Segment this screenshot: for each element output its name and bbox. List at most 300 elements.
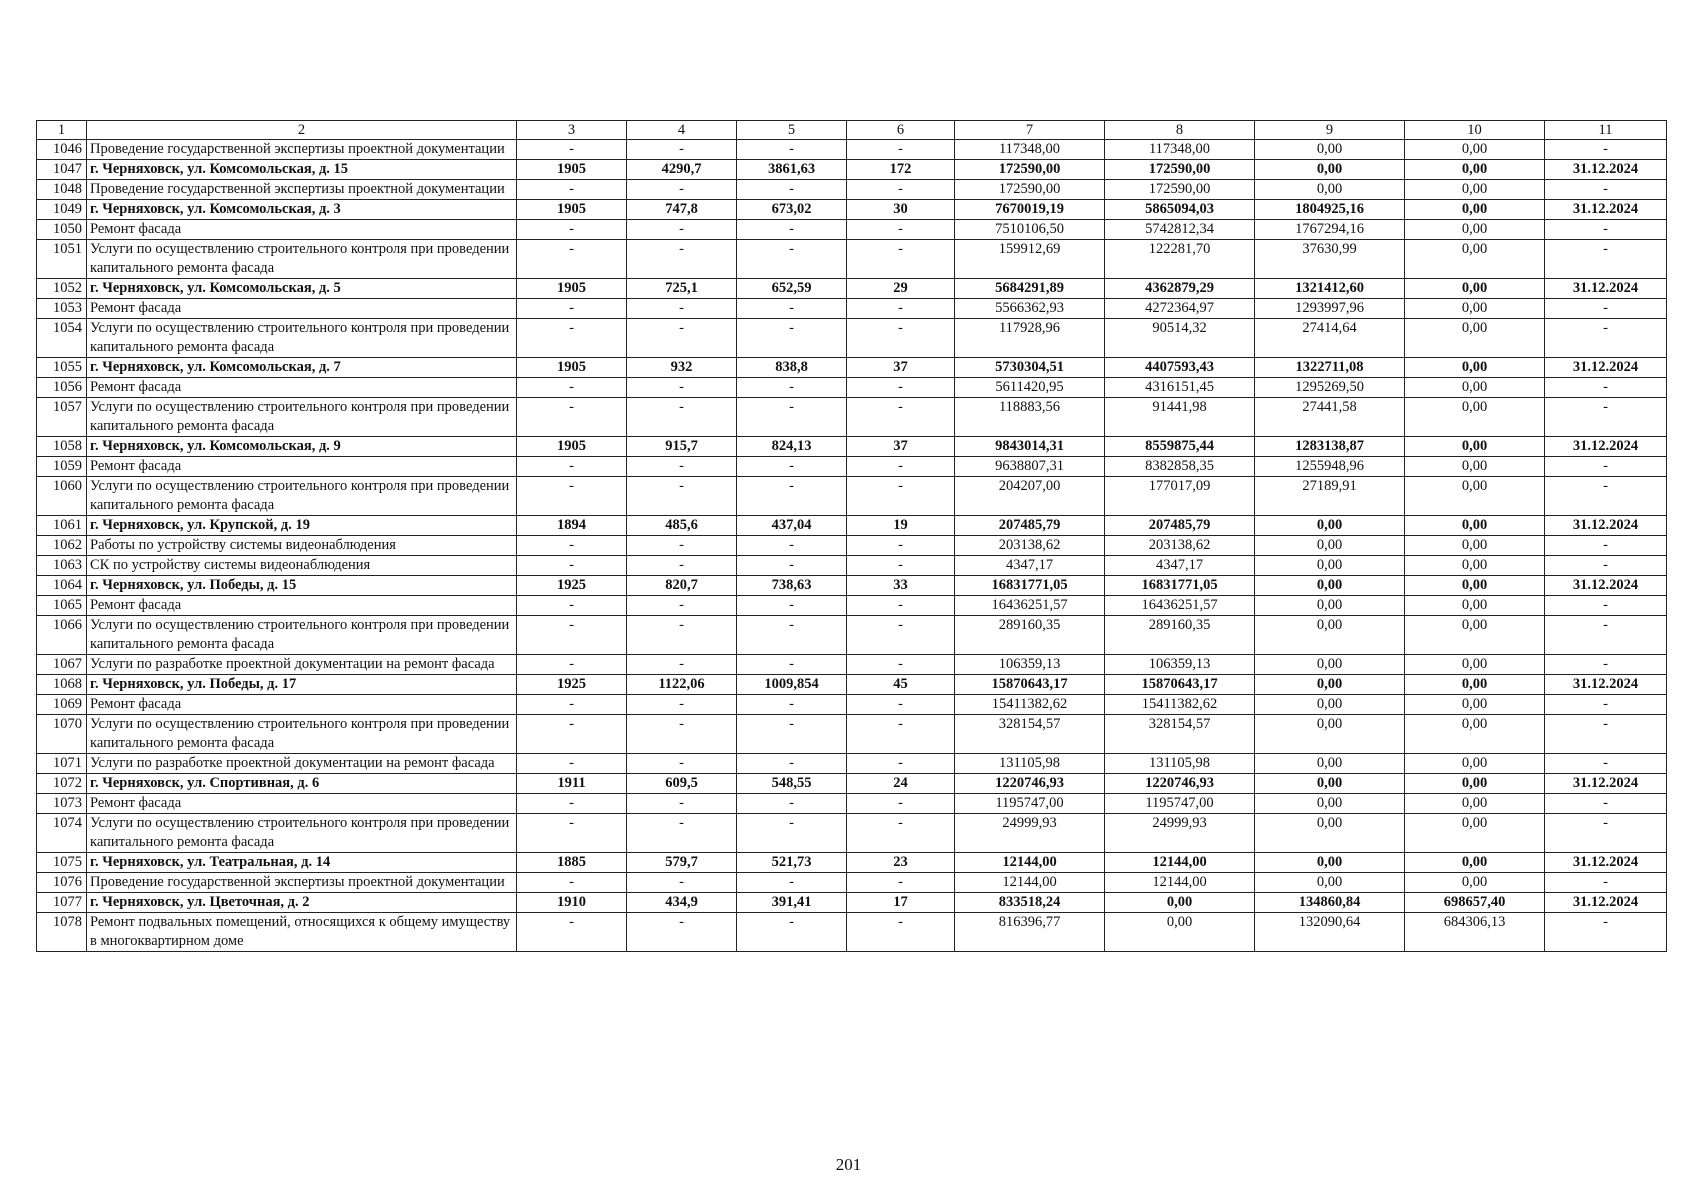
- row-number-cell: 1054: [37, 319, 87, 358]
- total-cost-cell: 7670019,19: [955, 200, 1105, 220]
- row-number-cell: 1068: [37, 675, 87, 695]
- fund-cost-cell: 5742812,34: [1105, 220, 1255, 240]
- fund-cost-cell: 328154,57: [1105, 715, 1255, 754]
- total-cost-cell: 117348,00: [955, 140, 1105, 160]
- residents-cell: -: [847, 913, 955, 952]
- living-area-cell: -: [737, 378, 847, 398]
- owners-cost-cell: 0,00: [1255, 814, 1405, 853]
- header-cell: 2: [87, 121, 517, 140]
- owners-cost-cell: 0,00: [1255, 180, 1405, 200]
- description-cell: Услуги по осуществлению строительного контроля при проведении капитального ремонта фасада: [87, 616, 517, 655]
- description-cell: Ремонт фасада: [87, 596, 517, 616]
- description-cell: Проведение государственной экспертизы проектной документации: [87, 873, 517, 893]
- owners-cost-cell: 134860,84: [1255, 893, 1405, 913]
- total-cost-cell: 4347,17: [955, 556, 1105, 576]
- living-area-cell: 652,59: [737, 279, 847, 299]
- fund-cost-cell: 203138,62: [1105, 536, 1255, 556]
- other-cost-cell: 698657,40: [1405, 893, 1545, 913]
- other-cost-cell: 0,00: [1405, 794, 1545, 814]
- residents-cell: 37: [847, 358, 955, 378]
- row-number-cell: 1052: [37, 279, 87, 299]
- completion-date-cell: -: [1545, 596, 1667, 616]
- work-row: [37, 596, 1667, 616]
- description-cell: Проведение государственной экспертизы проектной документации: [87, 180, 517, 200]
- header-cell: 4: [627, 121, 737, 140]
- residents-cell: -: [847, 655, 955, 675]
- residents-cell: 45: [847, 675, 955, 695]
- completion-date-cell: 31.12.2024: [1545, 358, 1667, 378]
- total-cost-cell: 118883,56: [955, 398, 1105, 437]
- completion-date-cell: -: [1545, 616, 1667, 655]
- fund-cost-cell: 8382858,35: [1105, 457, 1255, 477]
- fund-cost-cell: 4272364,97: [1105, 299, 1255, 319]
- completion-date-cell: -: [1545, 140, 1667, 160]
- work-row: [37, 695, 1667, 715]
- total-cost-cell: 12144,00: [955, 873, 1105, 893]
- header-cell: 9: [1255, 121, 1405, 140]
- residents-cell: -: [847, 536, 955, 556]
- header-cell: 5: [737, 121, 847, 140]
- total-area-cell: -: [627, 477, 737, 516]
- total-cost-cell: 816396,77: [955, 913, 1105, 952]
- living-area-cell: 824,13: [737, 437, 847, 457]
- residents-cell: -: [847, 715, 955, 754]
- row-number-cell: 1078: [37, 913, 87, 952]
- owners-cost-cell: 37630,99: [1255, 240, 1405, 279]
- total-cost-cell: 328154,57: [955, 715, 1105, 754]
- fund-cost-cell: 16831771,05: [1105, 576, 1255, 596]
- living-area-cell: -: [737, 398, 847, 437]
- other-cost-cell: 0,00: [1405, 715, 1545, 754]
- year-cell: -: [517, 457, 627, 477]
- work-row: [37, 913, 1667, 952]
- completion-date-cell: -: [1545, 180, 1667, 200]
- row-number-cell: 1071: [37, 754, 87, 774]
- total-area-cell: 725,1: [627, 279, 737, 299]
- other-cost-cell: 0,00: [1405, 873, 1545, 893]
- owners-cost-cell: 0,00: [1255, 774, 1405, 794]
- row-number-cell: 1048: [37, 180, 87, 200]
- other-cost-cell: 0,00: [1405, 160, 1545, 180]
- owners-cost-cell: 1767294,16: [1255, 220, 1405, 240]
- address-row: [37, 437, 1667, 457]
- owners-cost-cell: 1255948,96: [1255, 457, 1405, 477]
- total-cost-cell: 16436251,57: [955, 596, 1105, 616]
- address-row: [37, 516, 1667, 536]
- description-cell: Ремонт фасада: [87, 299, 517, 319]
- living-area-cell: -: [737, 477, 847, 516]
- year-cell: -: [517, 398, 627, 437]
- living-area-cell: -: [737, 754, 847, 774]
- total-area-cell: -: [627, 220, 737, 240]
- address-row: [37, 774, 1667, 794]
- description-cell: г. Черняховск, ул. Комсомольская, д. 9: [87, 437, 517, 457]
- owners-cost-cell: 27189,91: [1255, 477, 1405, 516]
- residents-cell: -: [847, 398, 955, 437]
- description-cell: Услуги по осуществлению строительного контроля при проведении капитального ремонта фасада: [87, 477, 517, 516]
- living-area-cell: -: [737, 695, 847, 715]
- owners-cost-cell: 0,00: [1255, 616, 1405, 655]
- work-row: [37, 477, 1667, 516]
- year-cell: 1894: [517, 516, 627, 536]
- description-cell: Услуги по разработке проектной документации на ремонт фасада: [87, 655, 517, 675]
- living-area-cell: 673,02: [737, 200, 847, 220]
- living-area-cell: -: [737, 814, 847, 853]
- row-number-cell: 1073: [37, 794, 87, 814]
- fund-cost-cell: 131105,98: [1105, 754, 1255, 774]
- total-cost-cell: 131105,98: [955, 754, 1105, 774]
- description-cell: г. Черняховск, ул. Комсомольская, д. 15: [87, 160, 517, 180]
- owners-cost-cell: 0,00: [1255, 536, 1405, 556]
- completion-date-cell: -: [1545, 814, 1667, 853]
- total-cost-cell: 5730304,51: [955, 358, 1105, 378]
- description-cell: Ремонт подвальных помещений, относящихся к общему имуществу в многоквартирном доме: [87, 913, 517, 952]
- completion-date-cell: 31.12.2024: [1545, 774, 1667, 794]
- description-cell: Ремонт фасада: [87, 457, 517, 477]
- fund-cost-cell: 15870643,17: [1105, 675, 1255, 695]
- fund-cost-cell: 172590,00: [1105, 180, 1255, 200]
- total-area-cell: 609,5: [627, 774, 737, 794]
- residents-cell: -: [847, 240, 955, 279]
- year-cell: 1905: [517, 160, 627, 180]
- owners-cost-cell: 1804925,16: [1255, 200, 1405, 220]
- total-cost-cell: 204207,00: [955, 477, 1105, 516]
- other-cost-cell: 0,00: [1405, 279, 1545, 299]
- row-number-cell: 1046: [37, 140, 87, 160]
- fund-cost-cell: 0,00: [1105, 913, 1255, 952]
- address-row: [37, 576, 1667, 596]
- year-cell: -: [517, 913, 627, 952]
- work-row: [37, 319, 1667, 358]
- total-cost-cell: 207485,79: [955, 516, 1105, 536]
- owners-cost-cell: 0,00: [1255, 556, 1405, 576]
- total-cost-cell: 1220746,93: [955, 774, 1105, 794]
- fund-cost-cell: 90514,32: [1105, 319, 1255, 358]
- residents-cell: -: [847, 457, 955, 477]
- other-cost-cell: 0,00: [1405, 437, 1545, 457]
- total-area-cell: -: [627, 299, 737, 319]
- completion-date-cell: -: [1545, 477, 1667, 516]
- work-row: [37, 378, 1667, 398]
- year-cell: -: [517, 715, 627, 754]
- fund-cost-cell: 1220746,93: [1105, 774, 1255, 794]
- description-cell: Услуги по осуществлению строительного контроля при проведении капитального ремонта фасада: [87, 814, 517, 853]
- residents-cell: -: [847, 873, 955, 893]
- total-area-cell: -: [627, 814, 737, 853]
- description-cell: Услуги по осуществлению строительного контроля при проведении капитального ремонта фасада: [87, 398, 517, 437]
- work-row: [37, 536, 1667, 556]
- other-cost-cell: 0,00: [1405, 576, 1545, 596]
- total-cost-cell: 5684291,89: [955, 279, 1105, 299]
- completion-date-cell: -: [1545, 556, 1667, 576]
- row-number-cell: 1058: [37, 437, 87, 457]
- completion-date-cell: 31.12.2024: [1545, 516, 1667, 536]
- year-cell: 1905: [517, 279, 627, 299]
- other-cost-cell: 0,00: [1405, 853, 1545, 873]
- total-cost-cell: 172590,00: [955, 160, 1105, 180]
- row-number-cell: 1053: [37, 299, 87, 319]
- other-cost-cell: 0,00: [1405, 240, 1545, 279]
- total-cost-cell: 7510106,50: [955, 220, 1105, 240]
- total-cost-cell: 9843014,31: [955, 437, 1105, 457]
- living-area-cell: -: [737, 655, 847, 675]
- total-area-cell: -: [627, 695, 737, 715]
- owners-cost-cell: 0,00: [1255, 853, 1405, 873]
- completion-date-cell: 31.12.2024: [1545, 279, 1667, 299]
- total-area-cell: -: [627, 616, 737, 655]
- living-area-cell: 437,04: [737, 516, 847, 536]
- total-area-cell: 932: [627, 358, 737, 378]
- completion-date-cell: -: [1545, 754, 1667, 774]
- row-number-cell: 1056: [37, 378, 87, 398]
- total-area-cell: -: [627, 556, 737, 576]
- fund-cost-cell: 122281,70: [1105, 240, 1255, 279]
- other-cost-cell: 0,00: [1405, 814, 1545, 853]
- fund-cost-cell: 4362879,29: [1105, 279, 1255, 299]
- year-cell: -: [517, 180, 627, 200]
- completion-date-cell: -: [1545, 715, 1667, 754]
- completion-date-cell: 31.12.2024: [1545, 576, 1667, 596]
- address-row: [37, 893, 1667, 913]
- other-cost-cell: 0,00: [1405, 398, 1545, 437]
- year-cell: 1910: [517, 893, 627, 913]
- other-cost-cell: 0,00: [1405, 378, 1545, 398]
- description-cell: Услуги по осуществлению строительного контроля при проведении капитального ремонта фасада: [87, 240, 517, 279]
- fund-cost-cell: 5865094,03: [1105, 200, 1255, 220]
- page-number: 201: [835, 1155, 862, 1174]
- living-area-cell: -: [737, 140, 847, 160]
- residents-cell: 19: [847, 516, 955, 536]
- total-area-cell: -: [627, 754, 737, 774]
- living-area-cell: 1009,854: [737, 675, 847, 695]
- description-cell: г. Черняховск, ул. Цветочная, д. 2: [87, 893, 517, 913]
- year-cell: 1925: [517, 576, 627, 596]
- total-cost-cell: 106359,13: [955, 655, 1105, 675]
- owners-cost-cell: 0,00: [1255, 160, 1405, 180]
- address-row: [37, 853, 1667, 873]
- completion-date-cell: -: [1545, 378, 1667, 398]
- fund-cost-cell: 91441,98: [1105, 398, 1255, 437]
- fund-cost-cell: 172590,00: [1105, 160, 1255, 180]
- year-cell: 1911: [517, 774, 627, 794]
- year-cell: -: [517, 536, 627, 556]
- description-cell: Услуги по разработке проектной документации на ремонт фасада: [87, 754, 517, 774]
- row-number-cell: 1066: [37, 616, 87, 655]
- year-cell: -: [517, 596, 627, 616]
- living-area-cell: -: [737, 715, 847, 754]
- living-area-cell: -: [737, 240, 847, 279]
- completion-date-cell: -: [1545, 220, 1667, 240]
- residents-cell: -: [847, 140, 955, 160]
- total-cost-cell: 16831771,05: [955, 576, 1105, 596]
- residents-cell: -: [847, 556, 955, 576]
- living-area-cell: -: [737, 596, 847, 616]
- living-area-cell: 738,63: [737, 576, 847, 596]
- completion-date-cell: -: [1545, 319, 1667, 358]
- year-cell: -: [517, 754, 627, 774]
- total-area-cell: -: [627, 240, 737, 279]
- total-cost-cell: 172590,00: [955, 180, 1105, 200]
- total-area-cell: -: [627, 398, 737, 437]
- residents-cell: -: [847, 378, 955, 398]
- fund-cost-cell: 4316151,45: [1105, 378, 1255, 398]
- completion-date-cell: 31.12.2024: [1545, 893, 1667, 913]
- row-number-cell: 1055: [37, 358, 87, 378]
- total-area-cell: 747,8: [627, 200, 737, 220]
- fund-cost-cell: 117348,00: [1105, 140, 1255, 160]
- description-cell: Услуги по осуществлению строительного контроля при проведении капитального ремонта фасада: [87, 319, 517, 358]
- description-cell: Услуги по осуществлению строительного контроля при проведении капитального ремонта фасада: [87, 715, 517, 754]
- year-cell: -: [517, 477, 627, 516]
- living-area-cell: 838,8: [737, 358, 847, 378]
- other-cost-cell: 0,00: [1405, 180, 1545, 200]
- total-area-cell: 579,7: [627, 853, 737, 873]
- year-cell: -: [517, 873, 627, 893]
- residents-cell: 37: [847, 437, 955, 457]
- living-area-cell: -: [737, 220, 847, 240]
- residents-cell: 17: [847, 893, 955, 913]
- address-row: [37, 279, 1667, 299]
- owners-cost-cell: 0,00: [1255, 675, 1405, 695]
- row-number-cell: 1070: [37, 715, 87, 754]
- year-cell: -: [517, 556, 627, 576]
- total-area-cell: -: [627, 536, 737, 556]
- owners-cost-cell: 1322711,08: [1255, 358, 1405, 378]
- fund-cost-cell: 4347,17: [1105, 556, 1255, 576]
- fund-cost-cell: 4407593,43: [1105, 358, 1255, 378]
- other-cost-cell: 0,00: [1405, 655, 1545, 675]
- address-row: [37, 675, 1667, 695]
- table-body: [37, 121, 1667, 952]
- work-row: [37, 556, 1667, 576]
- living-area-cell: -: [737, 536, 847, 556]
- living-area-cell: -: [737, 873, 847, 893]
- completion-date-cell: -: [1545, 299, 1667, 319]
- row-number-cell: 1059: [37, 457, 87, 477]
- work-row: [37, 616, 1667, 655]
- total-area-cell: 1122,06: [627, 675, 737, 695]
- work-row: [37, 715, 1667, 754]
- total-cost-cell: 15870643,17: [955, 675, 1105, 695]
- total-area-cell: -: [627, 140, 737, 160]
- description-cell: г. Черняховск, ул. Крупской, д. 19: [87, 516, 517, 536]
- other-cost-cell: 0,00: [1405, 516, 1545, 536]
- total-area-cell: -: [627, 319, 737, 358]
- year-cell: 1905: [517, 358, 627, 378]
- other-cost-cell: 0,00: [1405, 200, 1545, 220]
- living-area-cell: -: [737, 457, 847, 477]
- total-cost-cell: 117928,96: [955, 319, 1105, 358]
- work-row: [37, 754, 1667, 774]
- header-cell: 6: [847, 121, 955, 140]
- row-number-cell: 1060: [37, 477, 87, 516]
- row-number-cell: 1051: [37, 240, 87, 279]
- description-cell: г. Черняховск, ул. Комсомольская, д. 3: [87, 200, 517, 220]
- owners-cost-cell: 132090,64: [1255, 913, 1405, 952]
- total-area-cell: 820,7: [627, 576, 737, 596]
- other-cost-cell: 0,00: [1405, 140, 1545, 160]
- other-cost-cell: 0,00: [1405, 695, 1545, 715]
- row-number-cell: 1069: [37, 695, 87, 715]
- row-number-cell: 1067: [37, 655, 87, 675]
- fund-cost-cell: 177017,09: [1105, 477, 1255, 516]
- description-cell: г. Черняховск, ул. Комсомольская, д. 7: [87, 358, 517, 378]
- completion-date-cell: -: [1545, 536, 1667, 556]
- year-cell: 1905: [517, 437, 627, 457]
- description-cell: г. Черняховск, ул. Театральная, д. 14: [87, 853, 517, 873]
- capital-repair-table: [36, 120, 1667, 952]
- living-area-cell: -: [737, 180, 847, 200]
- total-area-cell: -: [627, 873, 737, 893]
- other-cost-cell: 0,00: [1405, 358, 1545, 378]
- description-cell: г. Черняховск, ул. Комсомольская, д. 5: [87, 279, 517, 299]
- row-number-cell: 1074: [37, 814, 87, 853]
- total-area-cell: -: [627, 715, 737, 754]
- completion-date-cell: -: [1545, 655, 1667, 675]
- total-area-cell: -: [627, 596, 737, 616]
- total-cost-cell: 159912,69: [955, 240, 1105, 279]
- living-area-cell: -: [737, 556, 847, 576]
- living-area-cell: -: [737, 299, 847, 319]
- other-cost-cell: 0,00: [1405, 319, 1545, 358]
- residents-cell: -: [847, 616, 955, 655]
- fund-cost-cell: 12144,00: [1105, 873, 1255, 893]
- header-cell: 10: [1405, 121, 1545, 140]
- fund-cost-cell: 16436251,57: [1105, 596, 1255, 616]
- other-cost-cell: 0,00: [1405, 556, 1545, 576]
- year-cell: -: [517, 814, 627, 853]
- owners-cost-cell: 0,00: [1255, 794, 1405, 814]
- row-number-cell: 1050: [37, 220, 87, 240]
- residents-cell: 23: [847, 853, 955, 873]
- row-number-cell: 1064: [37, 576, 87, 596]
- owners-cost-cell: 0,00: [1255, 596, 1405, 616]
- description-cell: Проведение государственной экспертизы проектной документации: [87, 140, 517, 160]
- row-number-cell: 1065: [37, 596, 87, 616]
- completion-date-cell: -: [1545, 398, 1667, 437]
- total-cost-cell: 9638807,31: [955, 457, 1105, 477]
- header-cell: 1: [37, 121, 87, 140]
- total-area-cell: 4290,7: [627, 160, 737, 180]
- year-cell: -: [517, 140, 627, 160]
- owners-cost-cell: 0,00: [1255, 754, 1405, 774]
- description-cell: Ремонт фасада: [87, 695, 517, 715]
- other-cost-cell: 684306,13: [1405, 913, 1545, 952]
- row-number-cell: 1076: [37, 873, 87, 893]
- total-cost-cell: 15411382,62: [955, 695, 1105, 715]
- year-cell: 1885: [517, 853, 627, 873]
- work-row: [37, 457, 1667, 477]
- fund-cost-cell: 24999,93: [1105, 814, 1255, 853]
- completion-date-cell: 31.12.2024: [1545, 200, 1667, 220]
- year-cell: -: [517, 240, 627, 279]
- owners-cost-cell: 0,00: [1255, 715, 1405, 754]
- residents-cell: 29: [847, 279, 955, 299]
- description-cell: Ремонт фасада: [87, 794, 517, 814]
- year-cell: -: [517, 299, 627, 319]
- description-cell: Ремонт фасада: [87, 220, 517, 240]
- completion-date-cell: 31.12.2024: [1545, 437, 1667, 457]
- owners-cost-cell: 0,00: [1255, 576, 1405, 596]
- residents-cell: -: [847, 596, 955, 616]
- row-number-cell: 1057: [37, 398, 87, 437]
- residents-cell: -: [847, 794, 955, 814]
- address-row: [37, 358, 1667, 378]
- other-cost-cell: 0,00: [1405, 457, 1545, 477]
- header-cell: 8: [1105, 121, 1255, 140]
- other-cost-cell: 0,00: [1405, 299, 1545, 319]
- owners-cost-cell: 1295269,50: [1255, 378, 1405, 398]
